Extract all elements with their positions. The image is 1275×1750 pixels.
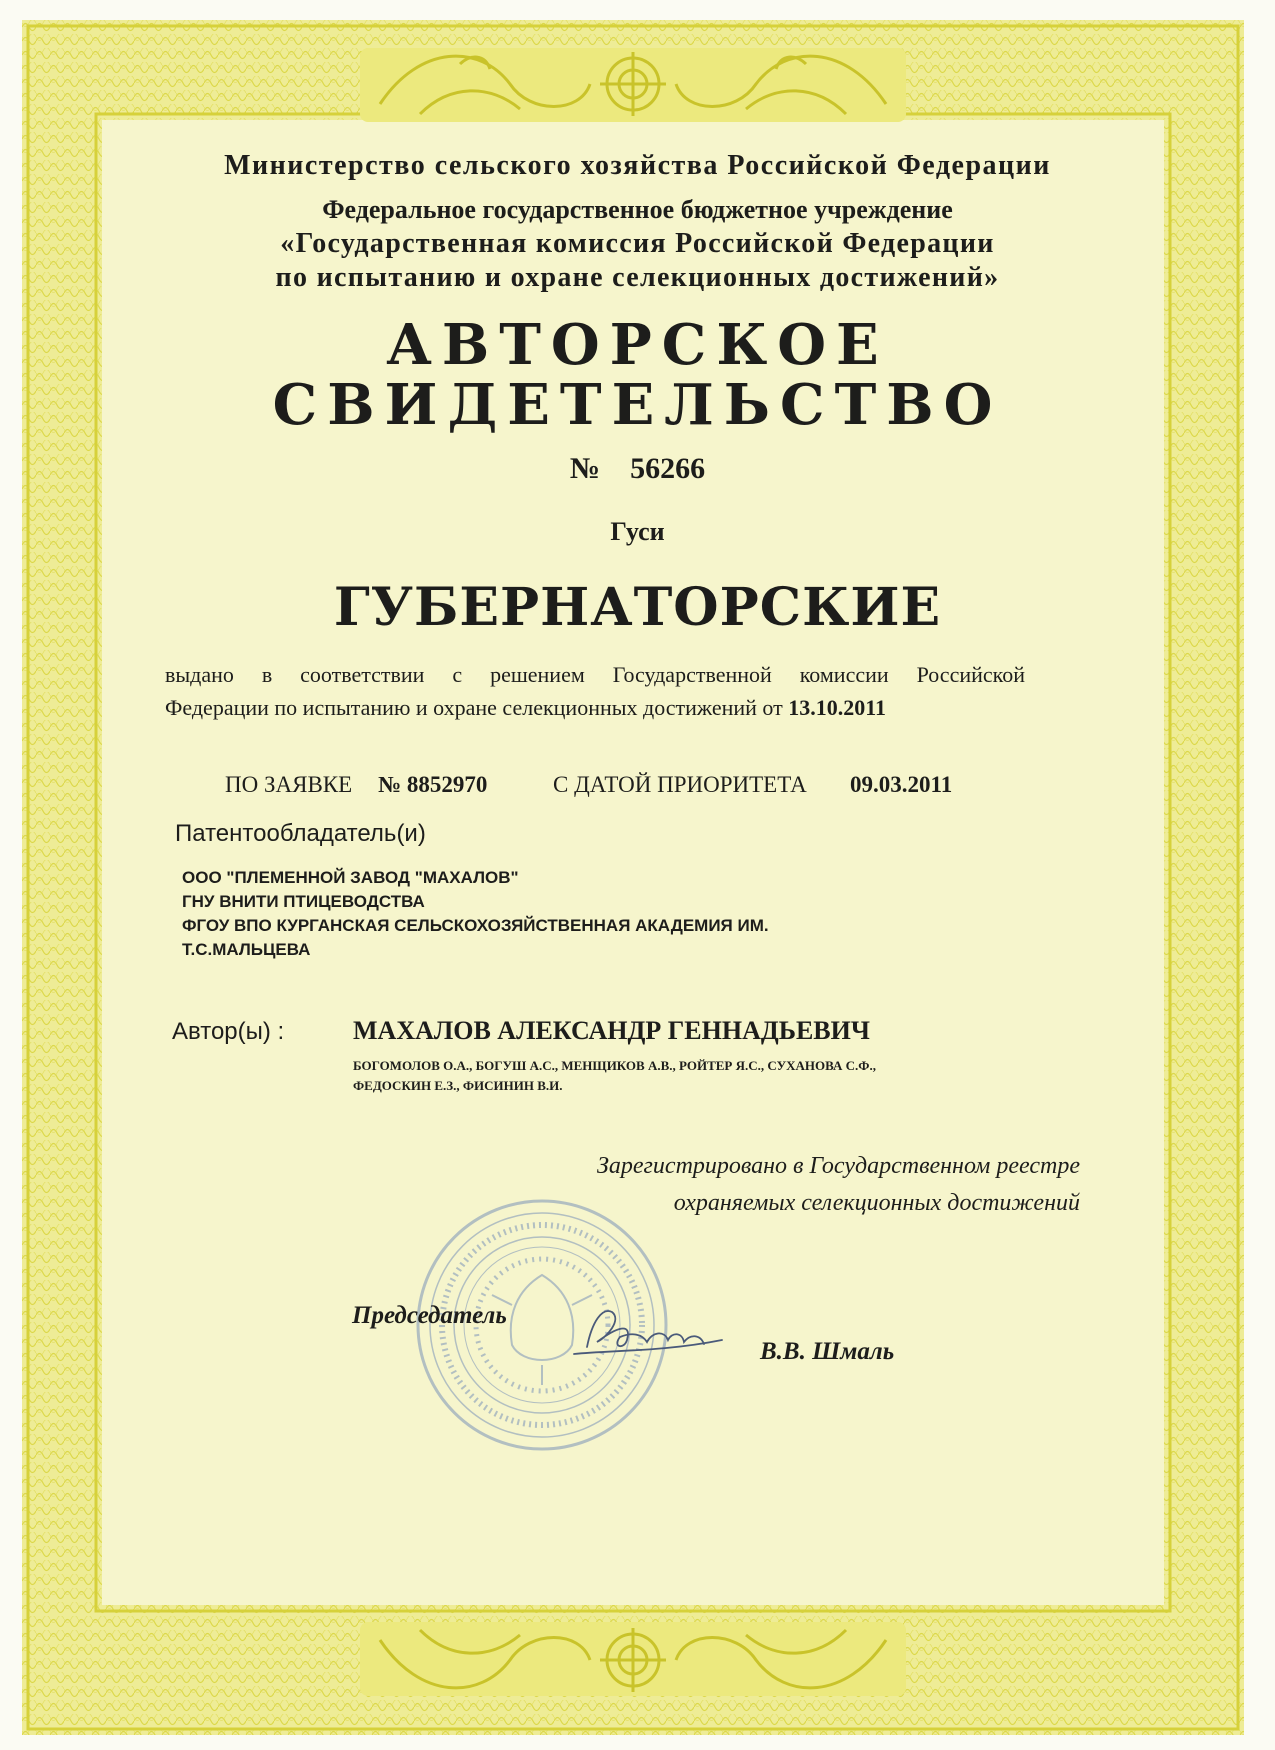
- breed-name: ГУБЕРНАТОРСКИЕ: [333, 577, 942, 638]
- application-label: ПО ЗАЯВКЕ: [225, 772, 353, 797]
- main-author: МАХАЛОВ АЛЕКСАНДР ГЕННАДЬЕВИЧ: [353, 1016, 870, 1045]
- ministry-heading: Министерство сельского хозяйства Российской Федерации: [224, 150, 1051, 181]
- issued-line-2: [165, 695, 886, 721]
- institution-line-3: по испытанию и охране селекционных достижений»: [275, 262, 1000, 293]
- chairman-label: Председатель: [352, 1302, 507, 1329]
- issued-line-1: выдано в соответствии с решением Государственной комиссии Российской: [165, 662, 1025, 687]
- species: Гуси: [610, 517, 665, 546]
- application-number: № 8852970: [378, 772, 488, 797]
- title-line-2: СВИДЕТЕЛЬСТВО: [272, 372, 1003, 438]
- coauthors-line-1: БОГОМОЛОВ О.А., БОГУШ А.С., МЕНЩИКОВ А.В., РОЙТЕР Я.С., СУХАНОВА С.Ф.,: [353, 1058, 876, 1073]
- issued-line-2-text: Федерации по испытанию и охране селекционных достижений от: [165, 695, 783, 720]
- authors-label: Автор(ы) :: [172, 1018, 285, 1045]
- decision-date: 13.10.2011: [788, 695, 887, 720]
- number-value: 56266: [630, 452, 706, 485]
- institution-line-1: Федеральное государственное бюджетное учреждение: [322, 195, 953, 224]
- bottom-ornament-icon: [360, 1618, 906, 1700]
- institution-line-2: «Государственная комиссия Российской Федерации: [280, 228, 995, 259]
- registry-line-2: охраняемых селекционных достижений: [673, 1190, 1080, 1216]
- handwritten-signature-icon: [572, 1292, 732, 1367]
- number-label: №: [569, 452, 601, 485]
- chairman-name: В.В. Шмаль: [760, 1338, 895, 1365]
- priority-date-wrap: [850, 772, 952, 798]
- priority-date: 09.03.2011: [850, 772, 953, 797]
- priority-label: С ДАТОЙ ПРИОРИТЕТА: [553, 772, 807, 797]
- certificate-number: [0, 452, 1275, 486]
- holder-item: ФГОУ ВПО КУРГАНСКАЯ СЕЛЬСКОХОЗЯЙСТВЕННАЯ АКАДЕМИЯ ИМ.: [182, 916, 769, 935]
- holders-label: Патентообладатель(и): [175, 820, 426, 847]
- holder-item: Т.С.МАЛЬЦЕВА: [182, 940, 311, 959]
- coauthors-line-2: ФЕДОСКИН Е.З., ФИСИНИН В.И.: [353, 1078, 563, 1093]
- holder-item: ГНУ ВНИТИ ПТИЦЕВОДСТВА: [182, 892, 425, 911]
- holder-item: ООО "ПЛЕМЕННОЙ ЗАВОД "МАХАЛОВ": [182, 868, 519, 887]
- top-ornament-icon: [360, 44, 906, 126]
- application-number-wrap: [378, 772, 487, 798]
- title-line-1: АВТОРСКОЕ: [386, 312, 889, 378]
- registry-line-1: Зарегистрировано в Государственном реестре: [597, 1153, 1080, 1179]
